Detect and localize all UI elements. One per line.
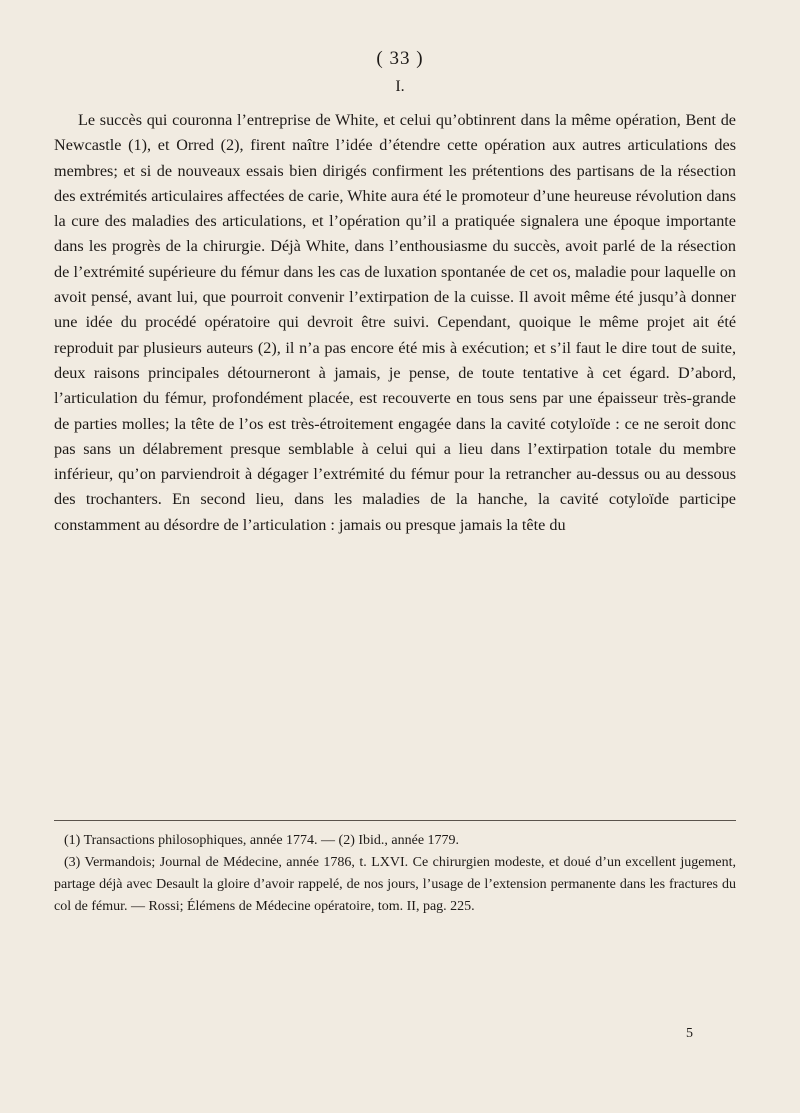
footnote-divider [54, 820, 736, 821]
footnotes [54, 830, 736, 918]
main-text [54, 108, 736, 538]
footnote-3: (3) Vermandois; Journal de Médecine, année 1786, t. LXVI. Ce chirurgien modeste, et doué d’un excellent jugement, partage déjà avec Desault la gloire d’avoir rappelé, de nos jours, l’usage de l’extension permanente dans les fractures du col de fémur. — Rossi; Élémens de Médecine opératoire, tom. II, pag. 225. [54, 855, 736, 914]
page-number: ( 33 ) [376, 48, 424, 69]
signature-mark: 5 [686, 1026, 693, 1041]
body-paragraph: Le succès qui couronna l’entreprise de White, et celui qu’obtinrent dans la même opération, Bent de Newcastle (1), et Orred (2), firent naître l’idée d’étendre cette opération aux autres articulations des membres; et si de nouveaux essais bien dirigés confirment les prétentions des partisans de la résection des extrémités articulaires affectées de carie, White aura été le promoteur d’une heureuse révolution dans la cure des maladies des articulations, et l’opération qu’il a pratiquée signalera une époque importante dans les progrès de la chirurgie. Déjà White, dans l’enthousiasme du succès, avoit parlé de la résection de l’extrémité supérieure du fémur dans les cas de luxation spontanée de cet os, maladie pour laquelle on avoit pensé, avant lui, que pourroit convenir l’extirpation de la cuisse. Il avoit même été jusqu’à donner une idée du procédé opératoire qui devroit être suivi. Cependant, quoique le même projet ait été reproduit par plusieurs auteurs (2), il n’a pas encore été mis à exécution; et s’il faut le dire tout de suite, deux raisons principales détourneront à jamais, je pense, de toute tentative à cet égard. D’abord, l’articulation du fémur, profondément placée, est recouverte en tous sens par une épaisseur très-grande de parties molles; la tête de l’os est très-étroitement engagée dans la cavité cotyloïde : ce ne seroit donc pas sans un délabrement presque semblable à celui qui a lieu dans l’extirpation totale du membre inférieur, qu’on parviendroit à dégager l’extrémité du fémur pour la retrancher au-dessus ou au dessous des trochanters. En second lieu, dans les maladies de la hanche, la cavité cotyloïde participe constamment au désordre de l’articulation : jamais ou presque jamais la tête du [54, 111, 736, 534]
footnote-1-2: (1) Transactions philosophiques, année 1774. — (2) Ibid., année 1779. [64, 833, 460, 848]
section-number: I. [395, 78, 405, 95]
